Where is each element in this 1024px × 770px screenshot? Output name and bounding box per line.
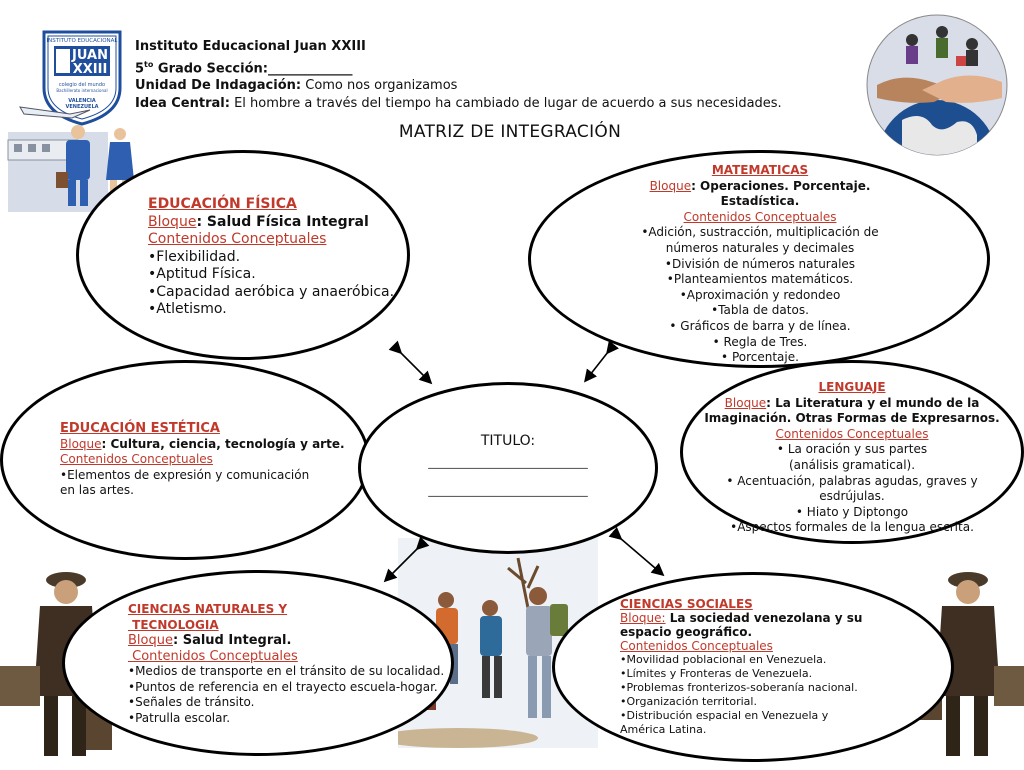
matematicas-content: MATEMATICAS Bloque: Operaciones. Porcentaje. Estadística. Contenidos Conceptuales •Adición, sustracción, multiplicación de números naturales y decimales •División de números naturales •Planteamientos matemáticos. •Aproximación y redondeo •Tabla de datos. • Gráficos de barra y de línea. • Regla de Tres. • Porcentaje. <box>580 163 940 366</box>
educacion-fisica-content: EDUCACIÓN FÍSICA Bloque: Salud Física Integral Contenidos Conceptuales •Flexibilidad. •Aptitud Física. •Capacidad aeróbica y anaeróbica. •Atletismo. <box>148 196 395 317</box>
list-item: •Patrulla escolar. <box>128 710 231 725</box>
list-item: esdrújulas. <box>819 489 885 504</box>
grade-section: $5^{to}$ Grado Sección:_____________ <box>135 59 353 76</box>
list-item: •Señales de tránsito. <box>128 695 255 709</box>
list-item: •Tabla de datos. <box>711 303 809 318</box>
list-item: América Latina. <box>620 723 707 736</box>
list-item: •Distribución espacial en Venezuela y <box>620 709 829 722</box>
school-name: Instituto Educacional Juan XXIII <box>135 39 366 54</box>
list-item: • Regla de Tres. <box>712 334 808 349</box>
contenidos-label: Contenidos Conceptuales <box>148 231 327 247</box>
list-item: •Elementos de expresión y comunicación <box>60 467 310 482</box>
list-item: •Flexibilidad. <box>148 248 241 265</box>
bloque-label: Bloque <box>649 178 692 193</box>
ciencias-naturales-content: CIENCIAS NATURALES Y TECNOLOGIA Bloque: Salud Integral. Contenidos Conceptuales •Medios de transporte en el tránsito de su localidad. •Puntos de referencia en el trayecto escuela-hogar. •Señales de tránsito. •Patrulla escolar. <box>128 602 445 725</box>
list-item: •Adición, sustracción, multiplicación de <box>641 225 879 240</box>
contenidos-label: Contenidos Conceptuales <box>683 209 837 224</box>
lenguaje-content: LENGUAJE Bloque: La Literatura y el mundo de la Imaginación. Otras Formas de Expresarnos. Contenidos Conceptuales • La oración y sus partes (análisis gramatical). • Acentuación, palabras agudas, graves y esdrújulas. • Hiato y Diptongo •Aspectos formales de la lengua escrita. <box>702 380 1002 536</box>
list-item: •Medios de transporte en el tránsito de su localidad. <box>128 664 445 678</box>
ciencias-sociales-title: CIENCIAS SOCIALES <box>620 597 753 611</box>
list-item: (análisis gramatical). <box>788 457 916 472</box>
titulo-content <box>388 430 628 502</box>
educacion-fisica-title: EDUCACIÓN FÍSICA <box>148 196 297 212</box>
bloque-label: Bloque <box>724 395 767 410</box>
list-item: •Aptitud Física. <box>148 266 256 282</box>
educacion-estetica-title: EDUCACIÓN ESTÉTICA <box>60 421 220 436</box>
contenidos-label: Contenidos Conceptuales <box>60 452 213 467</box>
list-item: • Gráficos de barra y de línea. <box>669 318 851 333</box>
list-item: • La oración y sus partes <box>776 442 928 457</box>
list-item: •Aspectos formales de la lengua escrita. <box>730 520 974 535</box>
lenguaje-title: LENGUAJE <box>818 380 886 394</box>
unit-of-inquiry: Unidad De Indagación: Como nos organizamos <box>135 78 458 94</box>
list-item: •Problemas fronterizos-soberanía nacional. <box>620 681 858 694</box>
arrow-ed-fisica <box>400 352 430 382</box>
list-item: •Planteamientos matemáticos. <box>666 272 854 287</box>
bloque-label: Bloque <box>148 213 197 230</box>
bloque-label: Bloque <box>128 633 173 648</box>
titulo-label: TITULO: <box>480 433 536 449</box>
list-item: • Hiato y Diptongo <box>795 504 909 519</box>
list-item: •Puntos de referencia en el trayecto escuela-hogar. <box>128 679 438 694</box>
list-item: •Capacidad aeróbica y anaeróbica. <box>148 283 395 300</box>
central-idea: Idea Central: El hombre a través del tiempo ha cambiado de lugar de acuerdo a sus necesidades. <box>135 95 782 111</box>
bloque-label: Bloque: <box>620 611 666 625</box>
list-item: •Organización territorial. <box>620 695 757 708</box>
contenidos-label: Contenidos Conceptuales <box>620 639 773 653</box>
svg-text:INSTITUTO EDUCACIONAL: INSTITUTO EDUCACIONAL <box>46 38 118 44</box>
list-item: • Porcentaje. <box>721 350 799 365</box>
list-item: • Acentuación, palabras agudas, graves y <box>726 473 978 488</box>
list-item: •Movilidad poblacional en Venezuela. <box>620 653 827 666</box>
list-item: •Atletismo. <box>148 301 227 317</box>
svg-text:VENEZUELA: VENEZUELA <box>65 104 99 110</box>
arrow-ciencias-naturales <box>386 548 418 580</box>
titulo-line-2: _____________________________ <box>428 484 588 497</box>
svg-text:JUAN: JUAN <box>72 48 108 63</box>
list-item: •Límites y Fronteras de Venezuela. <box>620 667 813 680</box>
list-item: •División de números naturales <box>664 256 856 271</box>
svg-text:colegio del mundo: colegio del mundo <box>58 82 106 88</box>
ciencias-naturales-title: CIENCIAS NATURALES Y <box>128 602 288 616</box>
list-item: números naturales y decimales <box>665 240 855 255</box>
educacion-estetica-content: EDUCACIÓN ESTÉTICA Bloque: Cultura, ciencia, tecnología y arte. Contenidos Conceptuales •Elementos de expresión y comunicación en las artes. <box>60 421 345 498</box>
ciencias-sociales-content: CIENCIAS SOCIALES Bloque: La sociedad venezolana y su espacio geográfico. Contenidos Conceptuales •Movilidad poblacional en Venezuela. •Límites y Fronteras de Venezuela. •Problemas fronterizos-soberanía nacional. •Organización territorial. •Distribución espacial en Venezuela y América Latina. <box>620 597 863 736</box>
page-title: MATRIZ DE INTEGRACIÓN <box>398 122 622 142</box>
svg-text:XXIII: XXIII <box>72 62 108 77</box>
list-item: en las artes. <box>60 483 134 498</box>
svg-text:Bachillerato internacional: Bachillerato internacional <box>56 88 108 93</box>
titulo-line-1: _____________________________ <box>428 456 588 469</box>
matematicas-title: MATEMATICAS <box>711 163 809 177</box>
contenidos-label: Contenidos Conceptuales <box>775 426 929 441</box>
arrow-ciencias-sociales <box>620 538 662 574</box>
bloque-label: Bloque <box>60 436 102 451</box>
contenidos-label: Contenidos Conceptuales <box>128 648 298 664</box>
list-item: •Aproximación y redondeo <box>679 287 841 302</box>
svg-text:VALENCIA: VALENCIA <box>68 98 96 104</box>
